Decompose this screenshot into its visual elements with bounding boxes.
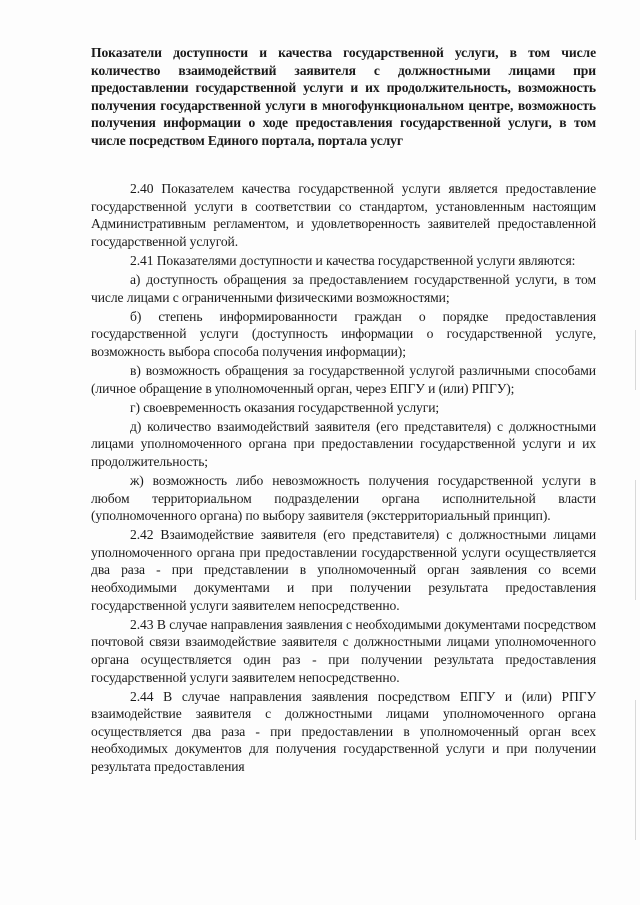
document-body	[91, 180, 596, 777]
list-item-b: б) степень информированности граждан о порядке предоставления государственной услуги (доступность информации о государственной услуге, возможность выбора способа получения информации);	[91, 308, 596, 359]
paragraph-2-40: 2.40 Показателем качества государственной услуги является предоставление государственной услуги в соответствии со стандартом, установленным настоящим Административным регламентом, и удовлетворенность заявителей предоставленной государственной услугой.	[91, 181, 596, 249]
paragraph-2-42: 2.42 Взаимодействие заявителя (его представителя) с должностными лицами уполномоченного органа при предоставлении государственной услуги осуществляется два раза - при представлении в уполномоченный орган заявления со всеми необходимыми документами и при получении результата предоставления государственной услуги заявителем непосредственно.	[91, 527, 596, 613]
list-item-v: в) возможность обращения за государственной услугой различными способами (личное обращение в уполномоченный орган, через ЕПГУ и (или) РПГУ);	[91, 362, 596, 396]
list-item-g: г) своевременность оказания государственной услуги;	[130, 399, 440, 415]
paragraph-2-43: 2.43 В случае направления заявления с необходимыми документами посредством почтовой связи взаимодействие заявителя с должностными лицами уполномоченного органа осуществляется один раз - при получении результата предоставления государственной услуги заявителем непосредственно.	[91, 616, 596, 685]
list-item-d: д) количество взаимодействий заявителя (его представителя) с должностными лицами уполномоченного органа при предоставлении государственной услуги и их продолжительность;	[91, 418, 596, 469]
scan-edge-mark	[635, 330, 636, 390]
scan-edge-mark	[635, 700, 636, 840]
paragraph-2-41: 2.41 Показателями доступности и качества государственной услуги являются:	[130, 252, 576, 268]
paragraph-2-44: 2.44 В случае направления заявления посредством ЕПГУ и (или) РПГУ взаимодействие заявителя с должностными лицами уполномоченного органа осуществляется два раза - при предоставлении в уполномоченный орган всех необходимых документов для получения государственной услуги и при получении результата предоставления	[91, 688, 596, 774]
scan-edge-mark	[635, 480, 636, 600]
section-heading: Показатели доступности и качества государственной услуги, в том числе количество взаимодействий заявителя с должностными лицами при предоставлении государственной услуги и их продолжительность, возможность получения государственной услуги в многофункциональном центре, возможность получения информации о ходе предоставления государственной услуги, в том числе посредством Единого портала, портала услуг	[91, 45, 596, 148]
list-item-a: а) доступность обращения за предоставлением государственной услуги, в том числе лицами с ограниченными физическими возможностями;	[91, 271, 596, 305]
list-item-zh: ж) возможность либо невозможность получения государственной услуги в любом территориальном подразделении органа исполнительной власти (уполномоченного органа) по выбору заявителя (экстерриториальный принцип).	[91, 473, 596, 524]
